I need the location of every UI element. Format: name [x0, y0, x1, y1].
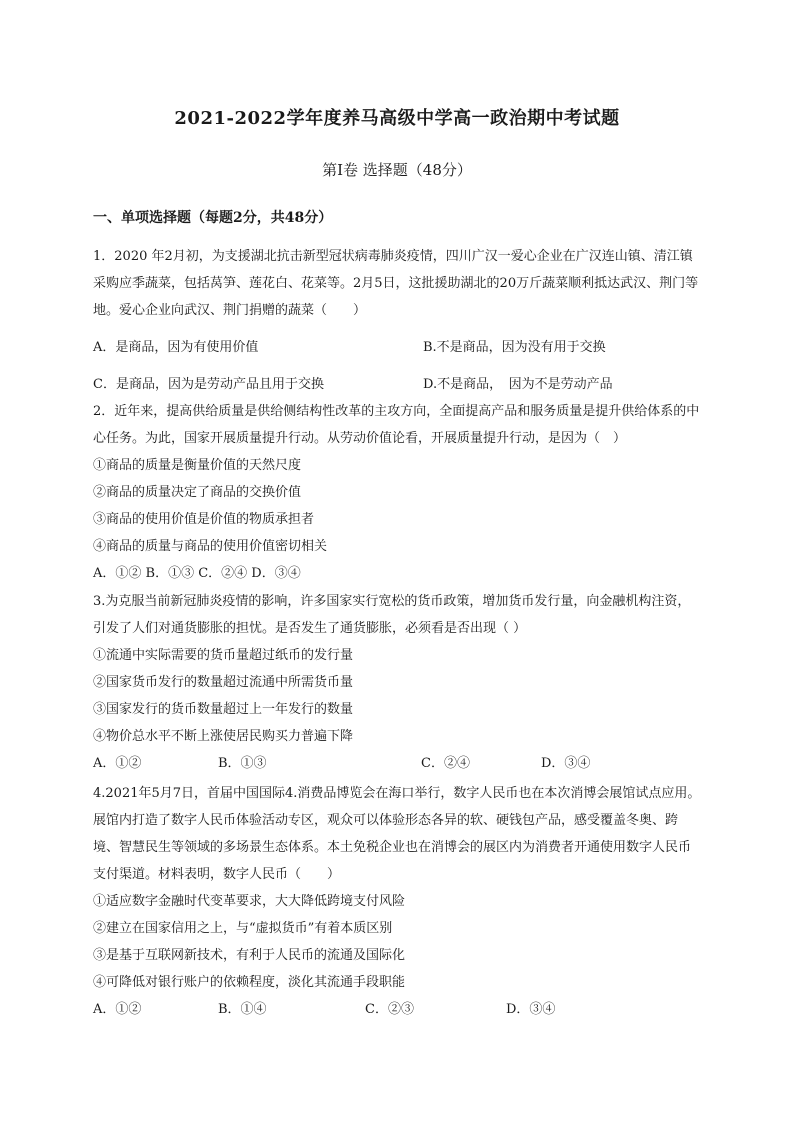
option-a: A．是商品，因为有使用价值 [93, 340, 259, 355]
statement-item: ②建立在国家信用之上，与“虚拟货币”有着本质区别 [93, 921, 393, 936]
exam-title: 2021-2022学年度养马高级中学高一政治期中考试题 [174, 108, 620, 129]
statement-item: ②国家货币发行的数量超过流通中所需货币量 [93, 675, 354, 690]
options-row [93, 371, 703, 398]
option-a: A．①② [93, 1002, 142, 1017]
question-1 [93, 243, 703, 398]
option-d: D．③④ [541, 756, 591, 771]
statement-item: ②商品的质量决定了商品的交换价值 [93, 485, 302, 500]
statement-item: ④物价总水平不断上涨使居民购买力普遍下降 [93, 729, 354, 744]
statement-item: ④可降低对银行账户的依赖程度，淡化其流通手段职能 [93, 975, 406, 990]
question-stem: 2．近年来，提高供给质量是供给侧结构性改革的主攻方向，全面提高产品和服务质量是提升供给体系的中心任务。为此，国家开展质量提升行动。从劳动价值论看，开展质量提升行动，是因为（ ） [93, 404, 700, 446]
statement-item: ③商品的使用价值是价值的物质承担者 [93, 512, 315, 527]
section-heading: 一、单项选择题（每题2分，共48分） [93, 210, 333, 226]
statement-item: ③是基于互联网新技术，有利于人民币的流通及国际化 [93, 948, 406, 963]
option-c: C．②④ [421, 756, 470, 771]
option-b: B.不是商品，因为没有用于交换 [423, 340, 606, 355]
question-stem: 3.为克服当前新冠肺炎疫情的影响，许多国家实行宽松的货币政策，增加货币发行量，向金融机构注资，引发了人们对通货膨胀的担忧。是否发生了通货膨胀，必须看是否出现（ ） [93, 594, 691, 636]
question-4 [93, 780, 703, 1023]
options-row [93, 334, 703, 361]
option-c: C．是商品，因为是劳动产品且用于交换 [93, 377, 324, 392]
question-3 [93, 588, 703, 777]
question-2 [93, 398, 703, 587]
statement-item: ①流通中实际需要的货币量超过纸币的发行量 [93, 648, 354, 663]
options-row [93, 996, 703, 1023]
question-stem: 1．2020 年2月初，为支援湖北抗击新型冠状病毒肺炎疫情，四川广汉一爱心企业在广汉连山镇、清江镇采购应季蔬菜，包括莴笋、莲花白、花菜等。2月5日，这批援助湖北的20万斤蔬菜顺利抵达武汉、荆门等地。爱心企业向武汉、荆门捐赠的蔬菜（ ） [93, 249, 699, 318]
answer-choices: A．①② B．①③ C．②④ D．③④ [93, 566, 301, 581]
option-b: B．①③ [218, 756, 267, 771]
statement-item: ①商品的质量是衡量价值的天然尺度 [93, 458, 302, 473]
option-d: D．③④ [506, 1002, 556, 1017]
option-a: A．①② [93, 756, 142, 771]
statement-item: ③国家发行的货币数量超过上一年发行的数量 [93, 702, 354, 717]
option-c: C．②③ [365, 1002, 414, 1017]
statement-item: ①适应数字金融时代变革要求，大大降低跨境支付风险 [93, 894, 406, 909]
part-subtitle: 第Ⅰ卷 选择题（48分） [322, 161, 472, 179]
option-d: D.不是商品， 因为不是劳动产品 [423, 377, 613, 392]
statement-item: ④商品的质量与商品的使用价值密切相关 [93, 539, 328, 554]
question-stem: 4.2021年5月7日，首届中国国际4.消费品博览会在海口举行，数字人民币也在本次消博会展馆试点应用。展馆内打造了数字人民币体验活动专区，观众可以体验形态各异的软、硬钱包产品，感受覆盖冬奥、跨境、智慧民生等领域的多场景生态体系。本土免税企业也在消博会的展区内为消费者开通使用数字人民币支付渠道。材料表明，数字人民币（ ） [93, 786, 701, 882]
option-b: B．①④ [218, 1002, 267, 1017]
options-row [93, 750, 703, 777]
